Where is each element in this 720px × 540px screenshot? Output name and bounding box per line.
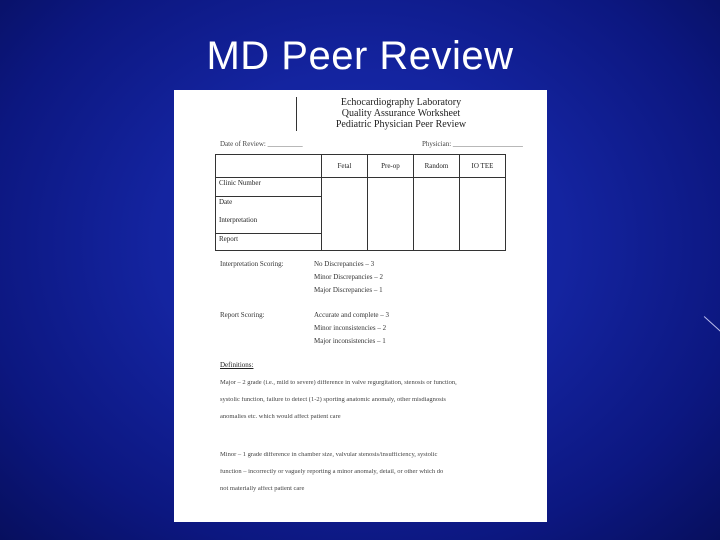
interpretation-score-item: Minor Discrepancies – 2: [314, 273, 384, 281]
header-line-1: Echocardiography Laboratory: [340, 97, 462, 108]
definition-line: function – incorrectly or vaguely reporting a minor anomaly, detail, or other which do: [220, 469, 444, 475]
report-score-item: Accurate and complete – 3: [314, 311, 390, 319]
definitions-title: Definitions:: [220, 361, 254, 369]
row-label: Interpretation: [216, 215, 322, 234]
definition-line: systolic function, failure to detect (1-2) sporting anatomic anomaly, other misdiagnosis: [220, 397, 446, 403]
definition-line: anomalies etc. which would affect patient care: [220, 414, 341, 420]
table-header-cell: IO TEE: [459, 155, 505, 178]
table-header-cell: Fetal: [321, 155, 367, 178]
worksheet-image: [174, 90, 547, 522]
definition-line: not materially affect patient care: [220, 486, 305, 492]
decorative-line: [704, 316, 720, 334]
physician-field: Physician: ____________________: [422, 140, 523, 148]
table-header-cell: Pre-op: [367, 155, 413, 178]
table-cell: [413, 178, 459, 251]
table-header-cell: Random: [413, 155, 459, 178]
header-line-3: Pediatric Physician Peer Review: [335, 119, 467, 130]
table-cell: [367, 178, 413, 251]
date-of-review-field: Date of Review: __________: [220, 140, 303, 148]
table-cell: [321, 178, 367, 251]
slide-title: MD Peer Review: [206, 34, 514, 78]
interpretation-score-item: No Discrepancies – 3: [314, 260, 375, 268]
report-scoring-label: Report Scoring:: [220, 311, 265, 319]
review-table: [215, 154, 506, 251]
header-line-2: Quality Assurance Worksheet: [341, 108, 461, 119]
worksheet-header: [296, 97, 505, 131]
definition-line: Minor – 1 grade difference in chamber size, valvular stenosis/insufficiency, systolic: [220, 452, 438, 458]
row-label: Report: [216, 234, 322, 251]
definition-line: Major – 2 grade (i.e., mild to severe) difference in valve regurgitation, stenosis or function,: [220, 380, 457, 386]
row-label: Clinic Number: [216, 178, 322, 197]
interpretation-score-item: Major Discrepancies – 1: [314, 286, 383, 294]
table-cell: [459, 178, 505, 251]
row-label: Date: [216, 197, 322, 216]
interpretation-scoring-label: Interpretation Scoring:: [220, 260, 284, 268]
table-header-cell: [216, 155, 322, 178]
table-header-row: [216, 155, 506, 178]
report-score-item: Minor inconsistencies – 2: [314, 324, 387, 332]
report-score-item: Major inconsistencies – 1: [314, 337, 386, 345]
table-row: [216, 178, 506, 197]
